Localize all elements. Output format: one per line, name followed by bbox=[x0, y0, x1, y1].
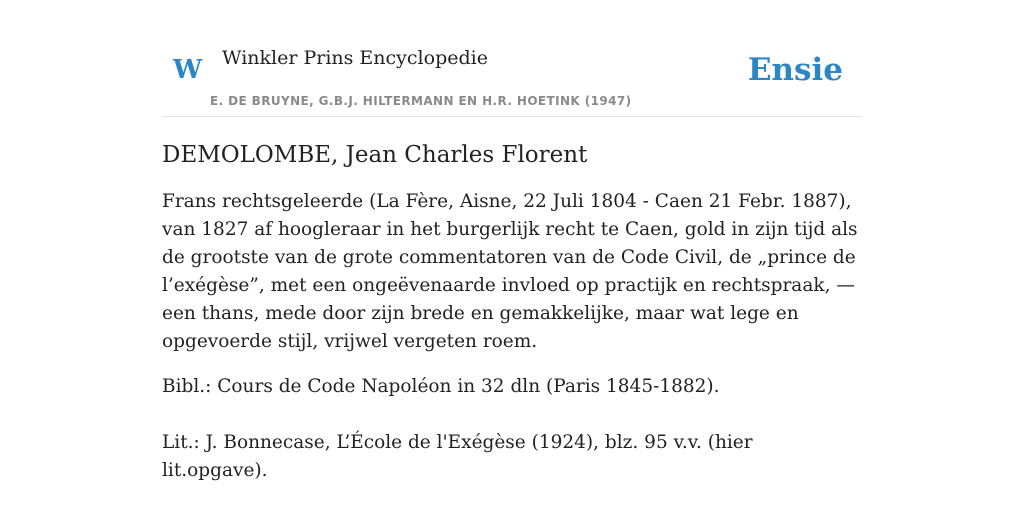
literature-line: Lit.: J. Bonnecase, L’École de l'Exégèse (1924), blz. 95 v.v. (hier lit.opgave). bbox=[162, 432, 753, 481]
bibliography-line: Bibl.: Cours de Code Napoléon in 32 dln (Paris 1845-1882). bbox=[162, 376, 720, 397]
ensie-logo[interactable]: Ensie bbox=[747, 52, 843, 88]
source-authors: E. DE BRUYNE, G.B.J. HILTERMANN EN H.R. HOETINK (1947) bbox=[210, 94, 632, 108]
source-title-link[interactable]: Winkler Prins Encyclopedie bbox=[222, 47, 488, 69]
article bbox=[162, 138, 862, 485]
article-title: DEMOLOMBE, Jean Charles Florent bbox=[162, 142, 588, 168]
source-logo-icon[interactable]: W bbox=[173, 55, 203, 85]
source-header bbox=[162, 0, 862, 117]
article-body: Frans rechtsgeleerde (La Fère, Aisne, 22 Juli 1804 - Caen 21 Febr. 1887), van 1827 af hoogleraar in het burgerlijk recht te Caen, gold in zijn tijd als de grootste van de grote commentatoren van de Code Civil, de „prince de l’exégèse”, met een ongeëvenaarde invloed op practijk en rechtspraak, — een thans, mede door zijn brede en gemakkelijke, maar wat lege en opgevoerde stijl, vrijwel vergeten roem. bbox=[162, 191, 858, 352]
